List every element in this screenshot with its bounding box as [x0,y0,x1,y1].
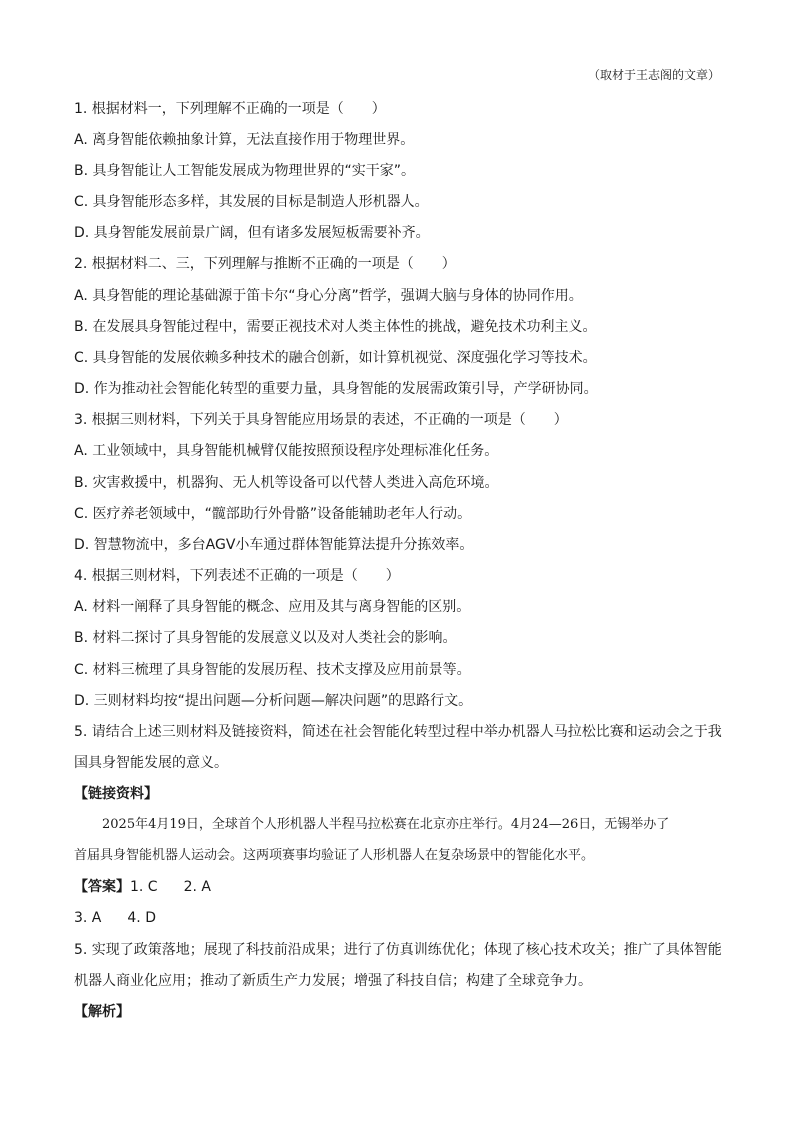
answer-2: 2. A [183,879,211,895]
question-5-stem-line-1: 5. 请结合上述三则材料及链接资料，简述在社会智能化转型过程中举办机器人马拉松比赛和运动会之于我 [74,724,722,740]
question-1-option-c: C. 具身智能形态多样，其发展的目标是制造人形机器人。 [74,194,429,210]
answer-heading: 【答案】 [74,879,130,895]
answer-1: 1. C [130,879,158,895]
question-2-option-a: A. 具身智能的理论基础源于笛卡尔“身心分离”哲学，强调大脑与身体的协同作用。 [74,288,583,304]
question-1-option-a: A. 离身智能依赖抽象计算，无法直接作用于物理世界。 [74,132,415,148]
answer-5-line-1: 5. 实现了政策落地；展现了科技前沿成果；进行了仿真训练优化；体现了核心技术攻关；推广了具体智能 [74,942,722,958]
link-material-line-1: 2025年4月19日，全球首个人形机器人半程马拉松赛在北京亦庄举行。4月24—26日，无锡举办了 [102,817,670,832]
question-4-option-d: D. 三则材料均按“提出问题—分析问题—解决问题”的思路行文。 [74,693,473,709]
question-1-stem: 1. 根据材料一，下列理解不正确的一项是（ ） [74,101,386,117]
answer-row-1 [74,877,211,897]
analysis-heading: 【解析】 [74,1004,130,1020]
question-5-stem-line-2: 国具身智能发展的意义。 [74,755,228,771]
question-2-stem: 2. 根据材料二、三，下列理解与推断不正确的一项是（ ） [74,256,456,272]
question-2-option-d: D. 作为推动社会智能化转型的重要力量，具身智能的发展需政策引导，产学研协同。 [74,381,598,397]
answer-4: 4. D [127,910,156,926]
question-3-option-d: D. 智慧物流中，多台AGV小车通过群体智能算法提升分拣效率。 [74,537,474,553]
question-3-option-c: C. 医疗养老领域中，“髋部助行外骨骼”设备能辅助老年人行动。 [74,506,472,522]
link-material-heading: 【链接资料】 [74,786,158,802]
question-4-option-c: C. 材料三梳理了具身智能的发展历程、技术支撑及应用前景等。 [74,662,471,678]
question-3-option-a: A. 工业领域中，具身智能机械臂仅能按照预设程序处理标准化任务。 [74,443,499,459]
answer-5-line-2: 机器人商业化应用；推动了新质生产力发展；增强了科技自信；构建了全球竞争力。 [74,973,592,989]
question-1-option-d: D. 具身智能发展前景广阔，但有诸多发展短板需要补齐。 [74,225,430,241]
question-1-option-b: B. 具身智能让人工智能发展成为物理世界的“实干家”。 [74,163,416,179]
answer-row-2 [74,908,156,928]
question-2-option-b: B. 在发展具身智能过程中，需要正视技术对人类主体性的挑战，避免技术功利主义。 [74,319,597,335]
question-4-option-a: A. 材料一阐释了具身智能的概念、应用及其与离身智能的区别。 [74,599,471,615]
link-material-line-2: 首届具身智能机器人运动会。这两项赛事均验证了人形机器人在复杂场景中的智能化水平。 [74,848,595,863]
question-3-option-b: B. 灾害救援中，机器狗、无人机等设备可以代替人类进入高危环境。 [74,475,499,491]
question-4-stem: 4. 根据三则材料，下列表述不正确的一项是（ ） [74,568,400,584]
source-citation: （取材于王志阁的文章） [587,68,720,82]
question-2-option-c: C. 具身智能的发展依赖多种技术的融合创新，如计算机视觉、深度强化学习等技术。 [74,350,597,366]
answer-3: 3. A [74,910,102,926]
question-4-option-b: B. 材料二探讨了具身智能的发展意义以及对人类社会的影响。 [74,630,457,646]
question-3-stem: 3. 根据三则材料，下列关于具身智能应用场景的表述，不正确的一项是（ ） [74,412,568,428]
